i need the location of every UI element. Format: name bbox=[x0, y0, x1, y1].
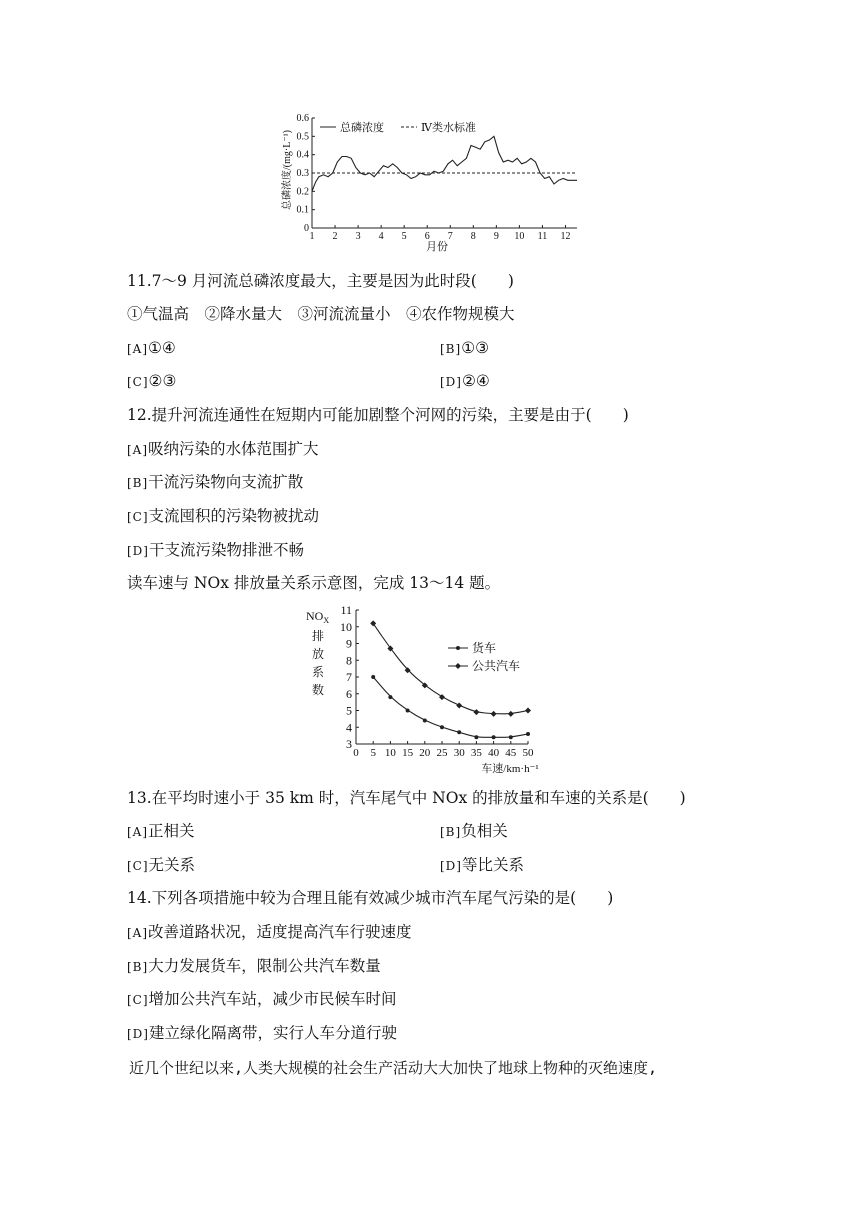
phosphorus-chart bbox=[270, 110, 590, 255]
series-total-phosphorus-line bbox=[312, 136, 577, 191]
q14-option-d[interactable] bbox=[127, 1023, 397, 1044]
y-tick-label: 0 bbox=[304, 223, 309, 234]
x-tick-label: 3 bbox=[355, 231, 361, 242]
x-tick-label: 7 bbox=[447, 231, 453, 242]
nox-x-tick-label: 30 bbox=[453, 747, 465, 759]
q11-option-d[interactable] bbox=[440, 371, 490, 392]
q12-option-c-tag: [C] bbox=[127, 510, 149, 524]
nox-chart-series bbox=[370, 620, 531, 739]
q13-option-c-tag: [C] bbox=[127, 859, 149, 873]
x-tick-label: 11 bbox=[537, 231, 548, 242]
y-tick-label: 0.1 bbox=[296, 204, 309, 216]
q12-option-a[interactable] bbox=[127, 439, 319, 460]
q12-option-c[interactable] bbox=[127, 506, 319, 527]
series-truck-point bbox=[474, 735, 478, 739]
nox-chart-axes bbox=[356, 610, 528, 744]
q13-stem: 13.在平均时速小于 35 km 时，汽车尾气中 NOx 的排放量和车速的关系是( ) bbox=[127, 789, 686, 807]
q14-option-c-text: 增加公共汽车站，减少市民候车时间 bbox=[148, 990, 397, 1008]
nox-x-tick-label: 45 bbox=[505, 747, 517, 759]
intro-13-14: 读车速与 NOx 排放量关系示意图，完成 13～14 题。 bbox=[127, 574, 501, 592]
y-axis-label: 总磷浓度/(mg·L⁻¹) bbox=[282, 130, 293, 210]
q13-option-b-text: 负相关 bbox=[461, 822, 508, 840]
q14-option-c[interactable] bbox=[127, 989, 397, 1010]
nox-x-tick-label: 15 bbox=[402, 747, 414, 759]
nox-x-tick-label: 10 bbox=[384, 747, 396, 759]
nox-x-tick-label: 50 bbox=[522, 747, 534, 759]
nox-y-tick-label: 5 bbox=[346, 703, 352, 718]
series-bus-point bbox=[508, 711, 514, 717]
q12-option-b-tag: [B] bbox=[127, 476, 149, 490]
passage-line: 近几个世纪以来,人类大规模的社会生产活动大大加快了地球上物种的灭绝速度, bbox=[129, 1059, 658, 1077]
legend-truck: 货车 bbox=[472, 641, 497, 655]
legend-bus: 公共汽车 bbox=[472, 659, 521, 673]
y-tick-label: 0.6 bbox=[296, 113, 309, 124]
q13-option-c-text: 无关系 bbox=[148, 856, 196, 874]
q14-option-b-text: 大力发展货车，限制公共汽车数量 bbox=[148, 957, 381, 975]
q13-option-a-text: 正相关 bbox=[148, 822, 195, 840]
y-tick-label: 0.5 bbox=[296, 131, 309, 143]
series-truck-point bbox=[406, 709, 410, 713]
series-truck-point bbox=[509, 735, 513, 739]
x-tick-label: 12 bbox=[560, 231, 571, 242]
nox-y-label-char-1: 放 bbox=[312, 647, 325, 661]
nox-x-tick-label: 20 bbox=[419, 747, 431, 759]
nox-y-tick-label: 10 bbox=[340, 619, 352, 634]
nox-y-tick-label: 7 bbox=[346, 670, 352, 684]
series-bus-point bbox=[370, 620, 376, 626]
nox-y-label-char-2: 系 bbox=[312, 665, 325, 679]
y-tick-label: 0.3 bbox=[296, 168, 309, 179]
series-bus-point bbox=[525, 708, 531, 714]
series-truck-point bbox=[371, 675, 375, 679]
series-bus-point bbox=[491, 711, 497, 717]
nox-y-tick-label: 11 bbox=[340, 603, 352, 617]
q11-stem: 11.7～9 月河流总磷浓度最大，主要是因为此时段( ) bbox=[127, 272, 514, 290]
q11-option-b-tag: [B] bbox=[440, 342, 462, 356]
q14-option-c-tag: [C] bbox=[127, 993, 149, 1007]
series-bus-point bbox=[456, 702, 462, 708]
nox-y-label-main: NO bbox=[306, 609, 324, 623]
q13-option-c[interactable] bbox=[127, 855, 195, 876]
q14-option-d-text: 建立绿化隔离带，实行人车分道行驶 bbox=[148, 1024, 397, 1042]
x-tick-label: 1 bbox=[309, 231, 315, 242]
x-tick-label: 10 bbox=[514, 231, 525, 242]
nox-legend bbox=[448, 640, 520, 673]
nox-y-tick-label: 9 bbox=[346, 636, 352, 651]
series-truck-point bbox=[526, 732, 530, 736]
y-tick-label: 0.2 bbox=[296, 186, 309, 198]
nox-chart-ticks bbox=[340, 603, 534, 759]
q11-option-d-text: ②④ bbox=[461, 372, 490, 390]
q11-option-d-tag: [D] bbox=[440, 375, 462, 389]
series-truck-point bbox=[388, 695, 392, 699]
q14-option-b-tag: [B] bbox=[127, 960, 149, 974]
q12-option-c-text: 支流囤积的污染物被扰动 bbox=[148, 507, 320, 525]
nox-x-tick-label: 25 bbox=[436, 747, 448, 759]
q12-option-a-text: 吸纳污染的水体范围扩大 bbox=[148, 440, 319, 458]
q11-items: ①气温高 ②降水量大 ③河流流量小 ④农作物规模大 bbox=[127, 305, 515, 323]
q11-option-b-text: ①③ bbox=[461, 339, 489, 357]
q11-option-a-tag: [A] bbox=[127, 342, 149, 356]
nox-x-tick-label: 40 bbox=[488, 747, 500, 759]
q11-option-c-tag: [C] bbox=[127, 375, 149, 389]
q14-option-a-tag: [A] bbox=[127, 926, 149, 940]
nox-y-tick-label: 3 bbox=[346, 737, 352, 751]
y-tick-label: 0.4 bbox=[296, 149, 309, 161]
nox-y-tick-label: 6 bbox=[346, 686, 352, 701]
nox-y-label-sub: X bbox=[323, 616, 330, 625]
series-truck-point bbox=[423, 719, 427, 723]
q12-option-b[interactable] bbox=[127, 472, 303, 493]
nox-x-tick-label: 5 bbox=[370, 747, 376, 759]
phosphorus-chart-series bbox=[312, 136, 577, 191]
q14-stem: 14.下列各项措施中较为合理且能有效减少城市汽车尾气污染的是( ) bbox=[127, 889, 614, 907]
q11-option-b[interactable] bbox=[440, 338, 489, 359]
q13-option-d-tag: [D] bbox=[440, 859, 462, 873]
q13-option-d-text: 等比关系 bbox=[461, 856, 524, 874]
q12-option-d[interactable] bbox=[127, 540, 304, 561]
nox-y-label bbox=[306, 609, 329, 697]
q13-option-b-tag: [B] bbox=[440, 825, 462, 839]
series-truck-point bbox=[440, 725, 444, 729]
q14-option-a-text: 改善道路状况，适度提高汽车行驶速度 bbox=[148, 923, 412, 941]
q12-stem: 12.提升河流连通性在短期内可能加剧整个河网的污染，主要是由于( ) bbox=[127, 406, 629, 424]
q14-option-d-tag: [D] bbox=[127, 1027, 149, 1041]
q14-option-b[interactable] bbox=[127, 956, 381, 977]
x-tick-label: 2 bbox=[332, 231, 338, 242]
nox-y-label-char-3: 数 bbox=[312, 683, 325, 697]
q11-option-a[interactable] bbox=[127, 338, 176, 359]
q12-option-a-tag: [A] bbox=[127, 443, 149, 457]
x-tick-label: 5 bbox=[401, 231, 407, 242]
x-tick-label: 4 bbox=[378, 231, 384, 242]
q13-option-a-tag: [A] bbox=[127, 825, 149, 839]
q13-option-d[interactable] bbox=[440, 855, 524, 876]
x-tick-label: 9 bbox=[493, 231, 499, 242]
q13-option-b[interactable] bbox=[440, 821, 508, 842]
q14-option-a[interactable] bbox=[127, 922, 412, 943]
x-axis-label: 月份 bbox=[426, 241, 448, 253]
series-truck-line bbox=[373, 677, 528, 737]
nox-x-tick-label: 35 bbox=[470, 747, 482, 759]
nox-chart bbox=[300, 602, 560, 780]
q11-option-c[interactable] bbox=[127, 371, 176, 392]
nox-x-tick-label: 0 bbox=[353, 747, 359, 759]
series-truck-point bbox=[457, 730, 461, 734]
legend-class4-standard: Ⅳ类水标准 bbox=[421, 122, 476, 134]
q11-option-c-text: ②③ bbox=[148, 372, 177, 390]
nox-y-tick-label: 8 bbox=[346, 653, 352, 668]
x-tick-label: 6 bbox=[424, 231, 430, 242]
q13-option-a[interactable] bbox=[127, 821, 195, 842]
q12-option-b-text: 干流污染物向支流扩散 bbox=[148, 473, 304, 491]
nox-y-tick-label: 4 bbox=[346, 720, 352, 735]
phosphorus-chart-legend bbox=[320, 120, 476, 134]
q12-option-d-tag: [D] bbox=[127, 544, 149, 558]
q11-option-a-text: ①④ bbox=[148, 339, 176, 357]
series-bus-point bbox=[473, 709, 479, 715]
x-tick-label: 8 bbox=[470, 231, 476, 242]
series-truck-point bbox=[492, 735, 496, 739]
q12-option-d-text: 干支流污染物排泄不畅 bbox=[148, 541, 304, 559]
nox-x-axis-label: 车速/km·h⁻¹ bbox=[481, 763, 539, 775]
legend-total-phosphorus: 总磷浓度 bbox=[340, 122, 384, 134]
svg-text:NOX bbox=[306, 609, 329, 625]
nox-y-label-char-0: 排 bbox=[312, 629, 325, 643]
